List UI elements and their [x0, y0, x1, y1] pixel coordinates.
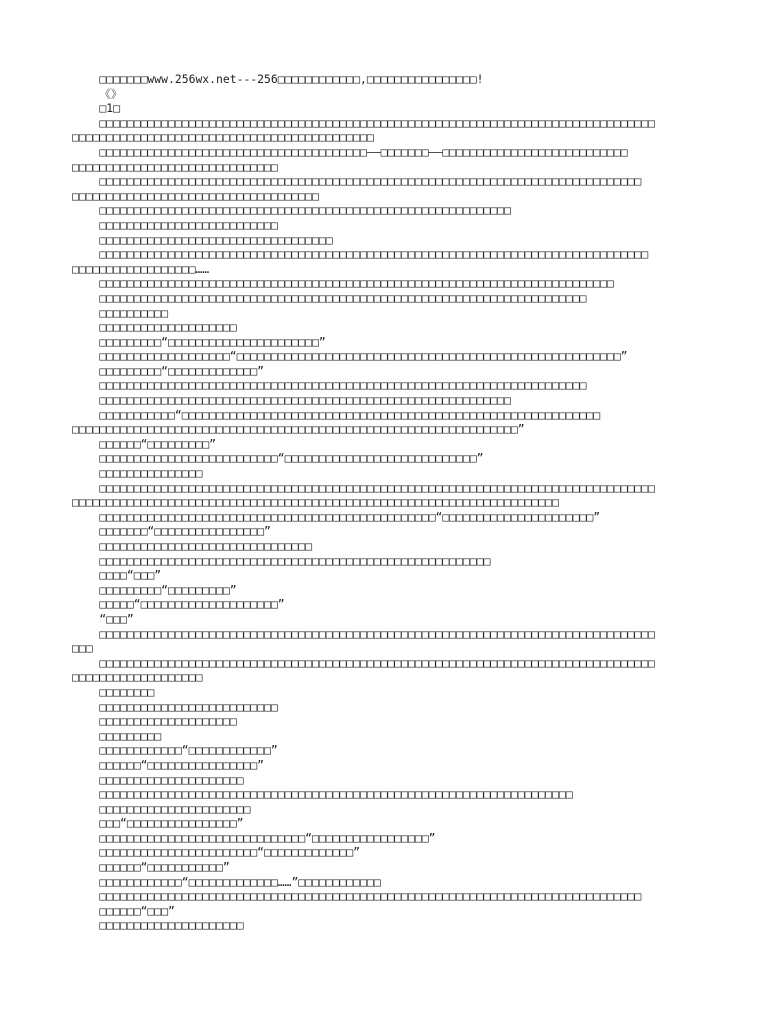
text-line: □□□□□□□□□□□□□□□□□□□□□□□□□□□□□□□□□□□□□□□□□□□□□□□□□“□□□□□□□□□□□□□□□□□□□□□□” — [72, 509, 601, 524]
text-line: □□□□□□□□□□□□□□□□□□□□□□□□□□□□□□□□□□□□□□□——□□□□□□□——□□□□□□□□□□□□□□□□□□□□□□□□□□□ — [72, 144, 628, 159]
text-line: □□□□□□□□□□□□□□□□□□□□□□□□□□ — [72, 699, 278, 714]
text-line: □□□□□□□□□□□□□□□□□□□□□□□□□□□□□□□□□□□□□□□□□□□□□□□□□□□□□□□□□□□□□□□□□□□□□□□ — [72, 290, 587, 305]
text-line: □□□□□□□□ — [72, 684, 155, 699]
text-line: □□□□□“□□□□□□□□□□□□□□□□□□□□” — [72, 597, 285, 612]
text-line: □□□□□□□□□“□□□□□□□□□□□□□□□□□□□□□□” — [72, 334, 326, 349]
text-line: □□□□□□□□□□□□□□□□□□□□□□□□□□□□□□□□□□ — [72, 232, 333, 247]
text-line: □□□ — [72, 641, 93, 656]
text-line: □□□□□□□□□□□□□□□□□□□□□□□□□□□□□□□□□□□□□□□□□□□□□□□□□□□□□□□□□□□□□□□□□□□□□□□□□□□□□□□□□ — [72, 626, 655, 641]
text-line: □□□□□□□□□□ — [72, 305, 169, 320]
text-line: □□□□□□□□□□□□□□□□□□□□□□□□□□□□□□□□□□□□□□□□□□□□ — [72, 130, 374, 145]
text-line: □□□□□□□□□“□□□□□□□□□□□□□” — [72, 363, 265, 378]
text-line: □□□□□□□□□□□□□□□□□□□ — [72, 670, 203, 685]
text-line: □□□□□□□□□□□□□□□□□□□□□ — [72, 772, 244, 787]
text-line: □□□□□□□□□□□□□□□□□□□□□□□□□□□□□□□□□□□□□□□□□□□□□□□□□□□□□□□□□□□□□□□□□□□□□□□□□□□ — [72, 276, 614, 291]
text-line: □□□□□□□□□□□□□□□□□□□□□□□□□□□□□□□□□□□□□□□□□□□□□□□□□□□□□□□□□□□□ — [72, 393, 511, 408]
text-line: □□□□□□□□□□□□□□□□□□□□□□□□□□□□□□□□□□□□□□□□□□□□□□□□□□□□□□□□□□□□□□□□□□□□□□□□□□□□□□□ — [72, 174, 642, 189]
text-line: □□□□□□□□□□□□□□□ — [72, 466, 203, 481]
text-line: □□□□□□□□□□□“□□□□□□□□□□□□□□□□□□□□□□□□□□□□□□□□□□□□□□□□□□□□□□□□□□□□□□□□□□□□□ — [72, 407, 601, 422]
text-line: □1□ — [72, 101, 121, 116]
text-line: □□□□□□□□□“□□□□□□□□□” — [72, 582, 237, 597]
text-line: □□□□□□“□□□□□□□□□□□□□□□□” — [72, 757, 265, 772]
text-line: □□□□□□□□□□□□□□□□□□□□□□□□□□□□□□□□□□□□□□□□□□□□□□□□□□□□□□□□□□□□□□□□□□□□□□□□□□□□□□□□□ — [72, 480, 655, 495]
text-line: □□□□□□□□□□□□□□□□□□□□□□□□□□“□□□□□□□□□□□□□□□□□□□□□□□□□□□□” — [72, 451, 484, 466]
text-line: 《》 — [72, 86, 123, 101]
text-line: □□□□□□□□□ — [72, 728, 162, 743]
document-body — [72, 72, 698, 933]
text-line: □□□□□□□□□□□□“□□□□□□□□□□□□” — [72, 743, 278, 758]
text-line: □□□□□□□□□□□□□□□□□□□□□□□□□□□□□□□□□□□□□□□□□□□□□□□□□□□□□□□□□□□□□□□□□□□□□□□ — [72, 378, 587, 393]
text-line: □□□□□□□□□□□□□□□□□□□□□□□□□□□□□□□□□□□□□□□□□□□□□□□□□□□□□□□□□□□□ — [72, 203, 511, 218]
text-line: □□□□□□□□□□□□□□□□□□□□□□□□□□□□□□□□□□□□□□□□□□□□□□□□□□□□□□□□□□□□□□□□□□□□□□□ — [72, 495, 559, 510]
text-line: □□□□□□□□□□□□□□□□□□□□□□□□□□□□□□□□□□□□□□□□□□□□□□□□□□□□□□□□□□□□□□□□□□□□□ — [72, 787, 573, 802]
text-line: □□□□□□□□□□□□□□□□□□□□□□□□□□□□□□□□□□□□□□□□□□□□□□□□□□□□□□□□□□□□□□□□□□□□□□□□□□□□□□□□□ — [72, 115, 655, 130]
text-line: □□□□□□□□□□□□□□□□□□□□ — [72, 320, 237, 335]
text-line: □□□□□□□□□□□□□□□□□□□□□ — [72, 918, 244, 933]
text-line: □□□□□□□□□□□□□□□□□□□□□□ — [72, 801, 251, 816]
text-line: □□□□□□“□□□□□□□□□” — [72, 436, 217, 451]
text-line: □□□□□□□□□□□□□□□□□□□□□□□□□□□□□□□□□□□□□□□□□□□□□□□□□□□□□□□□□□□□□□□□□” — [72, 422, 525, 437]
text-line: □□□□□□□□□□□□□□□□□□…… — [72, 261, 210, 276]
text-line: □□□□□□□□□□□□□□□□□□□“□□□□□□□□□□□□□□□□□□□□□□□□□□□□□□□□□□□□□□□□□□□□□□□□□□□□□□□□” — [72, 349, 628, 364]
text-line: □□□□□□□□□□□□□□□□□□□□ — [72, 714, 237, 729]
text-line: □□□“□□□□□□□□□□□□□□□□” — [72, 816, 244, 831]
text-line: □□□□□□□“□□□□□□□□□□□□□□□□” — [72, 524, 271, 539]
text-line: □□□□□□□www.256wx.net---256□□□□□□□□□□□□,□□□□□□□□□□□□□□□□! — [72, 72, 484, 86]
text-line: □□□□□□□□□□□□□□□□□□□□□□□“□□□□□□□□□□□□□” — [72, 845, 361, 860]
text-line: □□□□□□“□□□” — [72, 903, 175, 918]
text-line: □□□□□□□□□□□□□□□□□□□□□□□□□□□□□□□□□□□□□□□□□□□□□□□□□□□□□□□□□□□□□□□□□□□□□□□□□□□□□□□ — [72, 889, 642, 904]
text-line: □□□□□□“□□□□□□□□□□□” — [72, 860, 230, 875]
text-line: □□□□□□□□□□□□□□□□□□□□□□□□□□□□□□“□□□□□□□□□□□□□□□□□” — [72, 830, 436, 845]
text-line: □□□□□□□□□□□□□□□□□□□□□□□□□□ — [72, 217, 278, 232]
text-line: □□□□□□□□□□□□□□□□□□□□□□□□□□□□□□□□□□□□□□□□□□□□□□□□□□□□□□□□□□□□□□□□□□□□□□□□□□□□□□□□ — [72, 247, 649, 262]
text-line: □□□□□□□□□□□□□□□□□□□□□□□□□□□□□□□□□□□□ — [72, 188, 319, 203]
text-line: □□□□□□□□□□□□□□□□□□□□□□□□□□□□□□ — [72, 159, 278, 174]
text-line: “□□□” — [72, 611, 134, 626]
text-line: □□□□□□□□□□□□□□□□□□□□□□□□□□□□□□□□□□□□□□□□□□□□□□□□□□□□□□□□□ — [72, 553, 491, 568]
text-line: □□□□“□□□” — [72, 568, 162, 583]
text-line: □□□□□□□□□□□□“□□□□□□□□□□□□□……”□□□□□□□□□□□□ — [72, 874, 381, 889]
text-line: □□□□□□□□□□□□□□□□□□□□□□□□□□□□□□□□□□□□□□□□□□□□□□□□□□□□□□□□□□□□□□□□□□□□□□□□□□□□□□□□□ — [72, 655, 655, 670]
text-line: □□□□□□□□□□□□□□□□□□□□□□□□□□□□□□□ — [72, 539, 313, 553]
